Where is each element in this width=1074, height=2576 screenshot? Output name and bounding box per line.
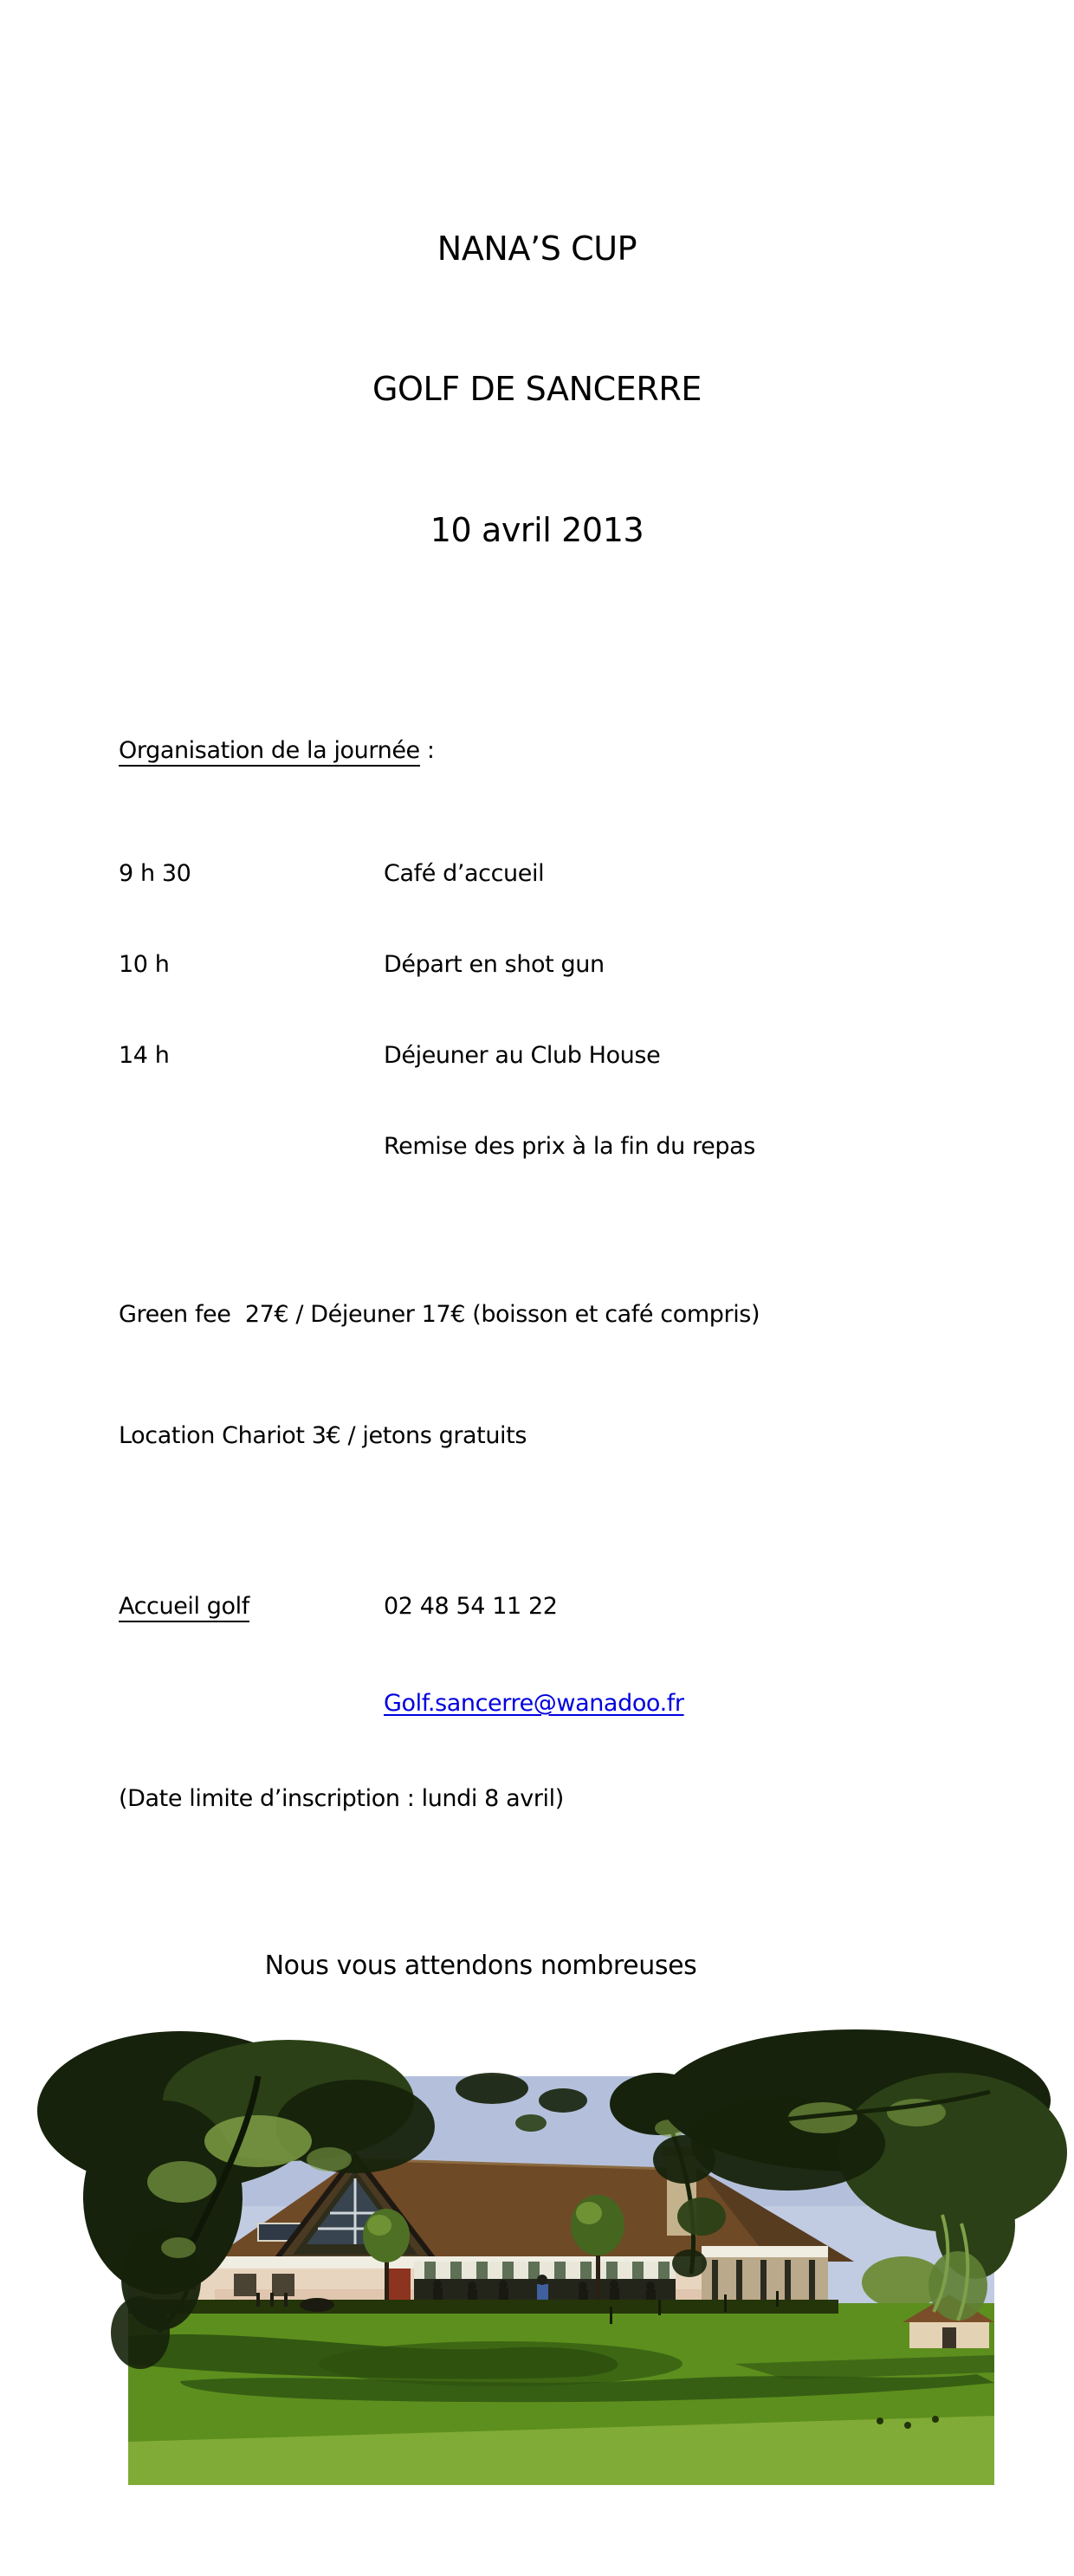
- schedule-heading: [119, 735, 955, 767]
- schedule-time: 10 h: [119, 951, 170, 978]
- schedule-heading-underlined: Organisation de la journée: [119, 737, 420, 767]
- venue-title: GOLF DE SANCERRE: [372, 370, 702, 408]
- contact-row: [119, 1688, 955, 1718]
- registration-deadline: (Date limite d’inscription : lundi 8 avril): [119, 1785, 564, 1812]
- cart-rental-line: Location Chariot 3€ / jetons gratuits: [119, 1422, 527, 1449]
- contact-label-cell: [119, 1591, 384, 1621]
- contact-row: [119, 1591, 955, 1621]
- contact-phone: 02 48 54 11 22: [384, 1593, 558, 1620]
- schedule-activity: Départ en shot gun: [384, 951, 605, 978]
- schedule-row: [119, 858, 955, 889]
- event-title: NANA’S CUP: [437, 230, 637, 268]
- schedule-row: [119, 1040, 955, 1071]
- clubhouse-photo-illustration: [128, 2076, 994, 2485]
- photo-lawn: [128, 2291, 994, 2485]
- event-date: 10 avril 2013: [430, 511, 644, 549]
- clubhouse-photo: [128, 2076, 994, 2485]
- schedule-time: 14 h: [119, 1042, 170, 1069]
- green-fee-line: Green fee 27€ / Déjeuner 17€ (boisson et café compris): [119, 1301, 760, 1328]
- contact-email-link[interactable]: Golf.sancerre@wanadoo.fr: [384, 1690, 684, 1717]
- schedule-activity: Remise des prix à la fin du repas: [384, 1133, 755, 1160]
- contact-label: Accueil golf: [119, 1593, 249, 1622]
- schedule-heading-colon: :: [419, 737, 435, 764]
- schedule-time: 9 h 30: [119, 860, 191, 887]
- schedule-activity: Déjeuner au Club House: [384, 1042, 661, 1069]
- schedule-activity: Café d’accueil: [384, 860, 545, 887]
- schedule-row: [119, 949, 955, 980]
- closing-line: Nous vous attendons nombreuses: [264, 1951, 697, 1981]
- schedule-row: [119, 1131, 955, 1162]
